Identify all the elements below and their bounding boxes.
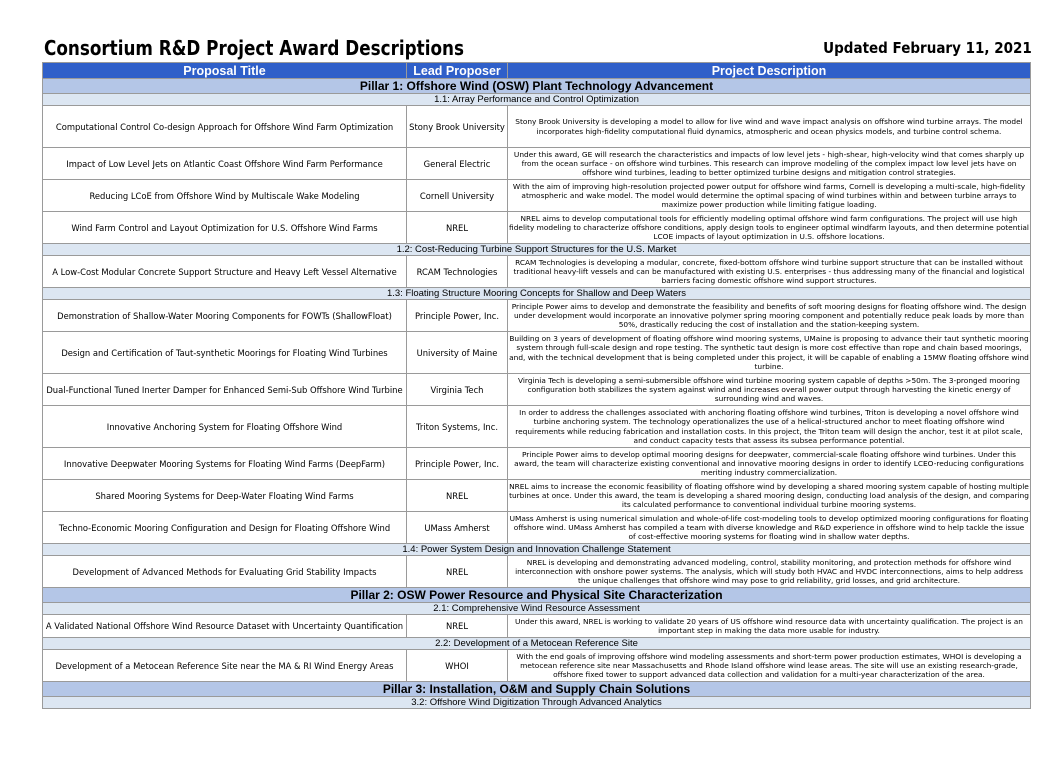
section-1-3-heading: 1.3: Floating Structure Mooring Concepts for Shallow and Deep Waters xyxy=(43,288,1031,300)
proposal-title: A Validated National Offshore Wind Resource Dataset with Uncertainty Quantification xyxy=(43,615,407,638)
section-row xyxy=(43,697,1031,709)
proposal-title: Development of Advanced Methods for Evaluating Grid Stability Impacts xyxy=(43,556,407,588)
lead-proposer: Triton Systems, Inc. xyxy=(407,406,508,448)
project-description: NREL aims to increase the economic feasibility of floating offshore wind by developing a shared mooring system capable of hosting multiple turbines at once. Under this award, the team is developing a shared mooring design, conducting load analysis of the design, and comparing its calculated performance to conventional individual turbine mooring systems. xyxy=(508,480,1031,512)
table-row xyxy=(43,480,1031,512)
page-title: Consortium R&D Project Award Descriptions xyxy=(44,36,464,60)
lead-proposer: General Electric xyxy=(407,148,508,180)
table-row xyxy=(43,512,1031,544)
pillar-row xyxy=(43,79,1031,94)
project-description: NREL aims to develop computational tools for efficiently modeling optimal offshore wind farm configurations. The project will use high fidelity modeling to characterize offshore conditions, apply design tools to engineer optimal windfarm layouts, and then determine potential LCOE impacts of layout optimization in U.S. offshore locations. xyxy=(508,212,1031,244)
page-header xyxy=(44,36,1032,62)
section-row xyxy=(43,603,1031,615)
column-header-description: Project Description xyxy=(508,63,1031,79)
project-description: UMass Amherst is using numerical simulation and whole-of-life cost-modeling tools to develop optimized mooring configurations for floating offshore wind. UMass Amherst has compiled a team with diverse knowledge and R&D experience in offshore wind to help tackle the issue of cost-effective mooring systems for floating wind in shallow water depths. xyxy=(508,512,1031,544)
project-description: With the aim of improving high-resolution projected power output for offshore wind farms, Cornell is developing a multi-scale, high-fidelity atmospheric and wake model. The model would determine the optimal spacing of wind turbines within and between turbine arrays to maximize power production while limiting fatigue loading. xyxy=(508,180,1031,212)
proposal-title: Development of a Metocean Reference Site near the MA & RI Wind Energy Areas xyxy=(43,650,407,682)
table-row xyxy=(43,650,1031,682)
project-description: Virginia Tech is developing a semi-submersible offshore wind turbine mooring system capable of depths >50m. The 3-pronged mooring configuration both stabilizes the system against wind and increases overall power output through harvesting the kinetic energy of surrounding wind and waves. xyxy=(508,374,1031,406)
lead-proposer: Virginia Tech xyxy=(407,374,508,406)
section-1-4-heading: 1.4: Power System Design and Innovation Challenge Statement xyxy=(43,544,1031,556)
lead-proposer: Cornell University xyxy=(407,180,508,212)
lead-proposer: NREL xyxy=(407,212,508,244)
awards-table xyxy=(42,62,1031,709)
proposal-title: Reducing LCoE from Offshore Wind by Multiscale Wake Modeling xyxy=(43,180,407,212)
project-description: Stony Brook University is developing a model to allow for live wind and wave impact analysis on offshore wind turbine arrays. The model incorporates high-fidelity computational fluid dynamics, atmospheric and ocean physics models, and turbine control schema. xyxy=(508,106,1031,148)
column-header-lead: Lead Proposer xyxy=(407,63,508,79)
project-description: Principle Power aims to develop and demonstrate the feasibility and benefits of soft mooring designs for floating offshore wind. The design under development would incorporate an innovative polymer spring mooring component and potentially reduce peak loads by more than 50%, drastically reducing the cost of installation and the station-keeping system. xyxy=(508,300,1031,332)
project-description: Under this award, NREL is working to validate 20 years of US offshore wind resource data with uncertainty qualification. The project is an important step in making the data more usable for industry. xyxy=(508,615,1031,638)
table-row xyxy=(43,106,1031,148)
section-2-2-heading: 2.2: Development of a Metocean Reference Site xyxy=(43,638,1031,650)
pillar-2-heading: Pillar 2: OSW Power Resource and Physical Site Characterization xyxy=(43,588,1031,603)
proposal-title: Techno-Economic Mooring Configuration and Design for Floating Offshore Wind xyxy=(43,512,407,544)
section-row xyxy=(43,244,1031,256)
table-row xyxy=(43,180,1031,212)
header-row xyxy=(43,63,1031,79)
project-description: RCAM Technologies is developing a modular, concrete, fixed-bottom offshore wind turbine support structure that can be installed without traditional heavy-lift vessels and can be manufactured with existing U.S. enterprises - thus addressing many of the financial and logistical barriers facing domestic offshore wind support structures. xyxy=(508,256,1031,288)
table-row xyxy=(43,406,1031,448)
updated-date: Updated February 11, 2021 xyxy=(823,39,1032,57)
project-description: Under this award, GE will research the characteristics and impacts of low level jets - high-shear, high-velocity wind that comes sharply up from the ocean surface - on offshore wind turbines. This research can improve modeling of the complex impact low level jets have on offshore wind turbines, leading to better optimized turbine designs and mitigation control strategies. xyxy=(508,148,1031,180)
table-row xyxy=(43,332,1031,374)
pillar-row xyxy=(43,682,1031,697)
proposal-title: Shared Mooring Systems for Deep-Water Floating Wind Farms xyxy=(43,480,407,512)
section-row xyxy=(43,94,1031,106)
table-row xyxy=(43,256,1031,288)
lead-proposer: Principle Power, Inc. xyxy=(407,448,508,480)
proposal-title: Dual-Functional Tuned Inerter Damper for Enhanced Semi-Sub Offshore Wind Turbine xyxy=(43,374,407,406)
lead-proposer: Principle Power, Inc. xyxy=(407,300,508,332)
proposal-title: Impact of Low Level Jets on Atlantic Coast Offshore Wind Farm Performance xyxy=(43,148,407,180)
table-row xyxy=(43,374,1031,406)
column-header-title: Proposal Title xyxy=(43,63,407,79)
lead-proposer: NREL xyxy=(407,615,508,638)
lead-proposer: University of Maine xyxy=(407,332,508,374)
lead-proposer: RCAM Technologies xyxy=(407,256,508,288)
table-row xyxy=(43,300,1031,332)
lead-proposer: UMass Amherst xyxy=(407,512,508,544)
section-row xyxy=(43,544,1031,556)
pillar-row xyxy=(43,588,1031,603)
table-row xyxy=(43,448,1031,480)
pillar-1-heading: Pillar 1: Offshore Wind (OSW) Plant Technology Advancement xyxy=(43,79,1031,94)
pillar-3-heading: Pillar 3: Installation, O&M and Supply Chain Solutions xyxy=(43,682,1031,697)
section-row xyxy=(43,638,1031,650)
project-description: Building on 3 years of development of floating offshore wind mooring systems, UMaine is proposing to advance their taut synthetic mooring system through full-scale design and rope testing. The synthetic taut design is more cost effective than rope and chain based moorings, and, with the technical development that is being completed under this project, it will be capable of enabling a 15MW floating offshore wind turbine. xyxy=(508,332,1031,374)
project-description: In order to address the challenges associated with anchoring floating offshore wind turbines, Triton is developing a novel offshore wind turbine anchoring system. The technology operationalizes the use of a helical-structured anchor to meet floating offshore wind requirements while reducing fabrication and installation costs. In this project, the Triton team will design the anchor, test it at pilot scale, and conduct capacity tests that assess its subsea performance potential. xyxy=(508,406,1031,448)
lead-proposer: NREL xyxy=(407,556,508,588)
section-1-2-heading: 1.2: Cost-Reducing Turbine Support Structures for the U.S. Market xyxy=(43,244,1031,256)
project-description: NREL is developing and demonstrating advanced modeling, control, stability monitoring, and protection methods for offshore wind interconnection with onshore power systems. The analysis, which will study both HVAC and HVDC interconnections, aims to help address the unique challenges that offshore wind may pose to grid reliability, grid losses, and grid architecture. xyxy=(508,556,1031,588)
section-1-1-heading: 1.1: Array Performance and Control Optimization xyxy=(43,94,1031,106)
table-row xyxy=(43,212,1031,244)
section-3-2-heading: 3.2: Offshore Wind Digitization Through Advanced Analytics xyxy=(43,697,1031,709)
proposal-title: Innovative Anchoring System for Floating Offshore Wind xyxy=(43,406,407,448)
section-row xyxy=(43,288,1031,300)
proposal-title: A Low-Cost Modular Concrete Support Structure and Heavy Left Vessel Alternative xyxy=(43,256,407,288)
table-row xyxy=(43,556,1031,588)
project-description: Principle Power aims to develop optimal mooring designs for deepwater, commercial-scale floating offshore wind turbines. Under this award, the team will characterize existing conventional and innovative mooring designs in order to identify LCEO-reducing configurations meriting industry commercialization. xyxy=(508,448,1031,480)
proposal-title: Design and Certification of Taut-synthetic Moorings for Floating Wind Turbines xyxy=(43,332,407,374)
proposal-title: Wind Farm Control and Layout Optimization for U.S. Offshore Wind Farms xyxy=(43,212,407,244)
section-2-1-heading: 2.1: Comprehensive Wind Resource Assessment xyxy=(43,603,1031,615)
proposal-title: Computational Control Co-design Approach for Offshore Wind Farm Optimization xyxy=(43,106,407,148)
proposal-title: Innovative Deepwater Mooring Systems for Floating Wind Farms (DeepFarm) xyxy=(43,448,407,480)
project-description: With the end goals of improving offshore wind modeling assessments and short-term power production estimates, WHOI is developing a metocean reference site near Massachusetts and Rhode Island offshore wind lease areas. The site will use an existing research-grade, offshore fixed tower to support advanced data collection and validation for a multi-year characterization of the area. xyxy=(508,650,1031,682)
lead-proposer: NREL xyxy=(407,480,508,512)
table-row xyxy=(43,148,1031,180)
table-row xyxy=(43,615,1031,638)
lead-proposer: Stony Brook University xyxy=(407,106,508,148)
lead-proposer: WHOI xyxy=(407,650,508,682)
proposal-title: Demonstration of Shallow-Water Mooring Components for FOWTs (ShallowFloat) xyxy=(43,300,407,332)
